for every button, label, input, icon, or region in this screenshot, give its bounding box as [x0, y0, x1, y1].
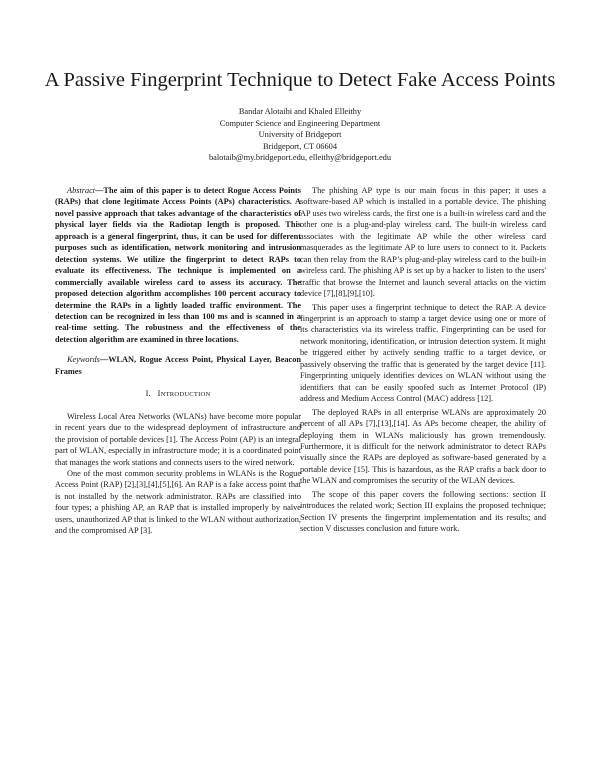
keywords-text: WLAN, Rogue Access Point, Physical Layer, Beacon Frames	[55, 355, 301, 376]
section-first-letter: I	[157, 389, 161, 399]
section-heading-introduction	[55, 388, 301, 400]
abstract-lead: Abstract	[67, 186, 96, 195]
paper-title: A Passive Fingerprint Technique to Detect Fake Access Points	[44, 69, 556, 91]
section-title-rest: NTRODUCTION	[160, 391, 211, 399]
right-column	[300, 185, 546, 535]
abstract-dash: —	[95, 186, 104, 195]
author-block	[100, 106, 500, 164]
keywords	[55, 354, 301, 377]
affiliation: Computer Science and Engineering Department	[219, 118, 381, 128]
emails: balotaib@my.bridgeport.edu, elleithy@bridgeport.edu	[208, 153, 392, 163]
author-names: Bandar Alotaibi and Khaled Elleithy	[238, 107, 362, 116]
abstract	[55, 185, 301, 345]
paragraph: The scope of this paper covers the following sections: section II introduces the related work; Section III explains the proposed technique; Section IV presents the fingerprint implementation and its results; and section V discusses conclusion and future work.	[300, 489, 546, 534]
location: Bridgeport, CT 06604	[262, 141, 338, 151]
section-number: I.	[145, 389, 151, 399]
paragraph: The phishing AP type is our main focus in this paper; it uses a software-based AP which is installed in a portable device. The phishing AP uses two wireless cards, the first one is a built-in wireless card and the other one is a plug-and-play wireless card. The built-in wireless card associates with the legitimate AP while the other wireless card masquerades as the legitimate AP to lure users to connect to it. Packets can then relay from the RAP’s plug-and-play wireless card to the built-in wireless card. The phishing AP is set up by a hacker to listen to the users' traffic that browse the Internet and launch several attacks on the victim device [7],[8],[9],[10].	[300, 186, 546, 299]
paragraph: The deployed RAPs in all enterprise WLANs are approximately 20 percent of all APs [7],[13],[14]. As APs become cheaper, the ability of deploying them in WLANs maliciously has grown tremendously. Furthermore, it is difficult for the network administrator to detect RAPs visually since the RAPs are deployed as software-based generated by a portable device [15]. This is hazardous, as the RAP crafts a back door to the WLAN and compromises the security of the WLAN devices.	[300, 407, 546, 486]
university: University of Bridgeport	[258, 130, 342, 140]
keywords-dash: —	[99, 355, 109, 365]
paragraph: Wireless Local Area Networks (WLANs) have become more popular in recent years due to the widespread deployment of infrastructure and the provision of portable devices [1]. The Access Point (AP) is an integral part of WLAN, especially in infrastructure mode; it is a coordinated point that manages the work stations and connects users to the wired network.	[55, 411, 301, 467]
left-column	[55, 185, 301, 537]
keywords-lead: Keywords	[67, 355, 100, 365]
paragraph: One of the most common security problems in WLANs is the Rogue Access Point (RAP) [2],[3],[4],[5],[6]. An RAP is a fake access point that is not installed by the network administrator. RAPs are classified into four types; a phishing AP, an RAP that is installed improperly by naïve users, unauthorized AP that is linked to the WLAN without authorization, and the compromised AP [3].	[55, 468, 301, 536]
paragraph: This paper uses a fingerprint technique to detect the RAP. A device fingerprint is an approach to stamp a target device using one or more of its characteristics via its wireless traffic. Fingerprinting can be used for network monitoring, identification, or intrusion detection system. It might be triggered either by actively sending traffic to a target device, or passively observing the traffic that is generated by the target device [11]. Fingerprinting uniquely identifies devices on WLAN without using the identifiers that can be easily spoofed such as Internet Protocol (IP) address and Medium Access Control (MAC) address [12].	[300, 302, 546, 404]
abstract-text: The aim of this paper is to detect Rogue Access Points (RAPs) that clone legitimate Access Points (APs) characteristics. A novel passive approach that takes advantage of the characteristics of physical layer fields via the Radiotap length is proposed. This approach is a general fingerprint, thus, it can be used for different purposes such as identification, network monitoring and intrusion detection systems. We utilize the fingerprint to detect RAPs to evaluate its effectiveness. The technique is implemented on a commercially available wireless card to assess its accuracy. The proposed detection algorithm accomplishes 100 percent accuracy to determine the RAPs in a lightly loaded traffic environment. The detection can be recognized in less than 100 ms and is scanned in a real-time setting. The robustness and the effectiveness of the detection algorithm are examined in three locations.	[55, 186, 301, 344]
